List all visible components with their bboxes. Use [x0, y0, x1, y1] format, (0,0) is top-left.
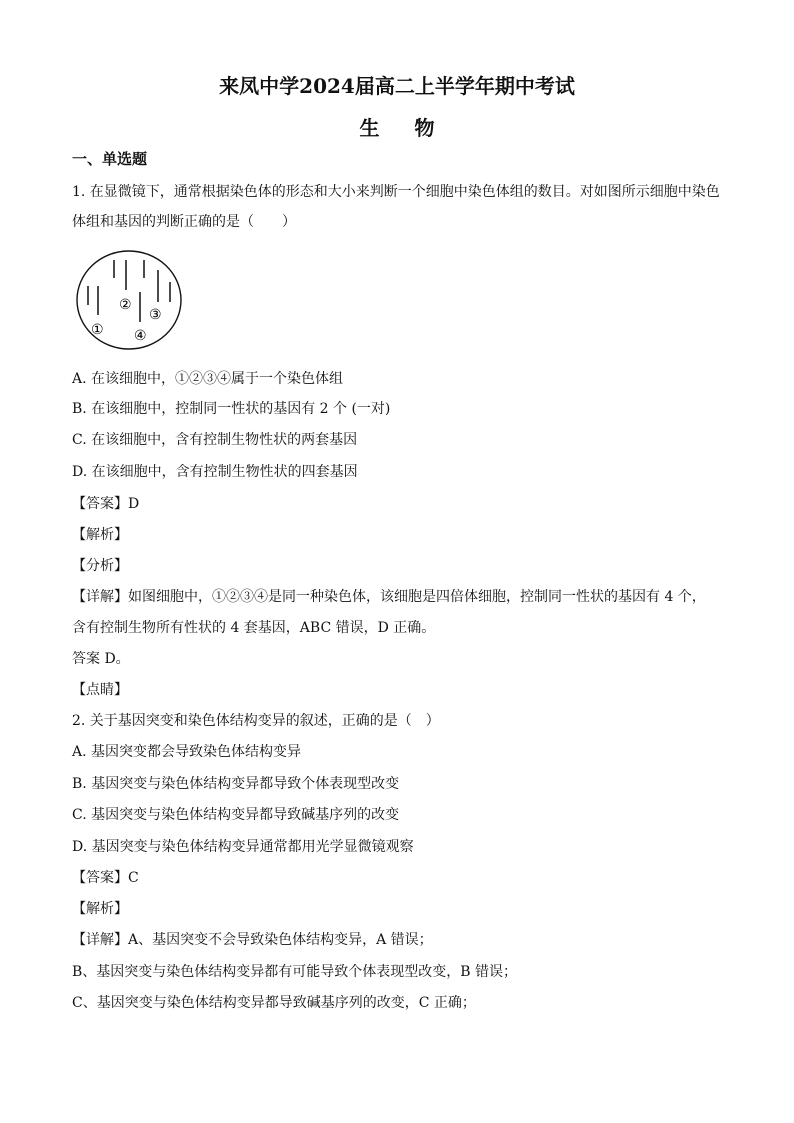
q1-option-a: A. 在该细胞中，①②③④属于一个染色体组: [72, 371, 344, 387]
subject-title: 生 物: [359, 116, 449, 140]
q1-fenxi: 【分析】: [72, 558, 128, 574]
q1-detail-line1: 【详解】如图细胞中，①②③④是同一种染色体，该细胞是四倍体细胞，控制同一性状的基因有 4 个，: [72, 589, 706, 605]
q1-detail-line2: 含有控制生物所有性状的 4 套基因，ABC 错误，D 正确。: [72, 620, 436, 636]
q2-detail-line3: C、基因突变与染色体结构变异都导致碱基序列的改变，C 正确；: [72, 995, 476, 1011]
q2-option-c: C. 基因突变与染色体结构变异都导致碱基序列的改变: [72, 807, 400, 823]
q2-detail-line1: 【详解】A、基因突变不会导致染色体结构变异，A 错误；: [72, 932, 433, 948]
q1-stem-line1: 1. 在显微镜下，通常根据染色体的形态和大小来判断一个细胞中染色体组的数目。对如图所示细胞中染色: [72, 184, 720, 200]
q2-option-b: B. 基因突变与染色体结构变异都导致个体表现型改变: [72, 776, 400, 792]
label-3: ③: [149, 307, 162, 323]
section-heading: 一、单选题: [72, 150, 148, 168]
label-4: ④: [134, 328, 147, 344]
label-2: ②: [119, 297, 132, 313]
q2-jiexi: 【解析】: [72, 901, 128, 917]
q2-stem: 2. 关于基因突变和染色体结构变异的叙述，正确的是（ ）: [72, 713, 440, 729]
q1-option-c: C. 在该细胞中，含有控制生物性状的两套基因: [72, 432, 358, 448]
q1-dianjing: 【点睛】: [72, 682, 128, 698]
q2-option-a: A. 基因突变都会导致染色体结构变异: [72, 744, 302, 760]
q1-answer: 【答案】D: [72, 496, 140, 512]
q1-option-b: B. 在该细胞中，控制同一性状的基因有 2 个 (一对): [72, 401, 391, 417]
q2-option-d: D. 基因突变与染色体结构变异通常都用光学显微镜观察: [72, 839, 414, 855]
cell-chromosome-figure: [74, 248, 186, 356]
q1-stem-line2: 体组和基因的判断正确的是（ ）: [72, 214, 296, 230]
q1-option-d: D. 在该细胞中，含有控制生物性状的四套基因: [72, 464, 358, 480]
q1-jiexi: 【解析】: [72, 527, 128, 543]
q2-detail-line2: B、基因突变与染色体结构变异都有可能导致个体表现型改变，B 错误；: [72, 964, 518, 980]
q2-answer: 【答案】C: [72, 870, 139, 886]
q1-conclusion: 答案 D。: [72, 651, 130, 667]
exam-title: 来凤中学2024届高二上半学年期中考试: [219, 74, 575, 98]
label-1: ①: [91, 322, 104, 338]
